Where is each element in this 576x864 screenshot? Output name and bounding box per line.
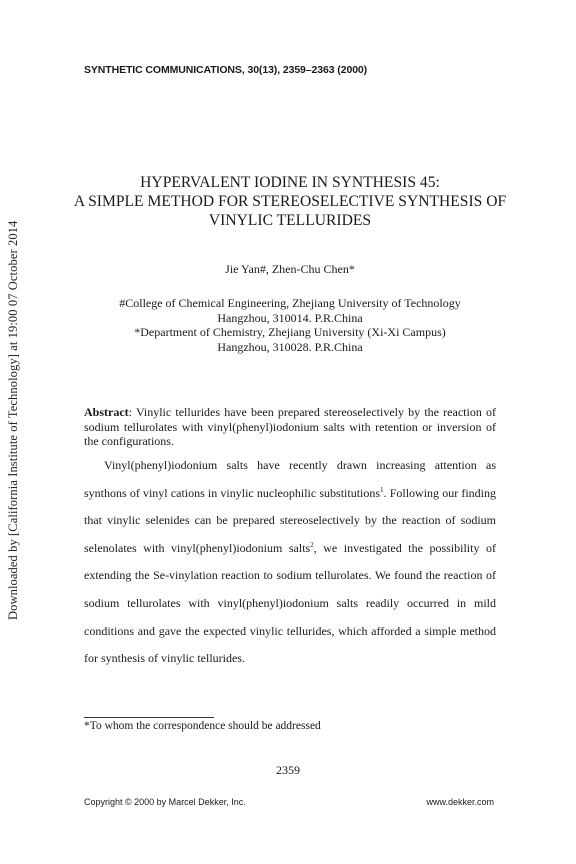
reference-mark: 2 xyxy=(310,540,314,549)
title-line: HYPERVALENT IODINE IN SYNTHESIS 45: xyxy=(140,174,440,191)
footnote-divider xyxy=(84,717,214,718)
affiliation-line: #College of Chemical Engineering, Zhejiang University of Technology xyxy=(119,296,461,310)
affiliation-line: Hangzhou, 310014. P.R.China xyxy=(217,310,363,325)
body-text-segment: . Following our finding that vinylic selenides can be prepared stereoselectively by the reaction of sodium selenolates with vinyl(phenyl)iodonium salts xyxy=(84,485,496,555)
abstract-text: : Vinylic tellurides have been prepared stereoselectively by the reaction of sodium tellurolates with vinyl(phenyl)iodonium salts with retention or inversion of the configurations. xyxy=(84,405,496,448)
reference-mark: 1 xyxy=(380,485,384,494)
copyright-notice: Copyright © 2000 by Marcel Dekker, Inc. xyxy=(84,797,246,807)
footnote: *To whom the correspondence should be addressed xyxy=(84,720,321,732)
affiliation-line: *Department of Chemistry, Zhejiang University (Xi-Xi Campus) xyxy=(134,325,446,339)
abstract-label: Abstract xyxy=(84,405,129,419)
affiliation-line: Hangzhou, 310028. P.R.China xyxy=(217,339,363,354)
title-line: VINYLIC TELLURIDES xyxy=(208,212,372,229)
publisher-website: www.dekker.com xyxy=(426,797,494,807)
body-paragraph xyxy=(84,452,496,673)
paper-title xyxy=(60,173,520,230)
journal-citation: SYNTHETIC COMMUNICATIONS, 30(13), 2359–2363 (2000) xyxy=(84,64,368,76)
page-number: 2359 xyxy=(276,763,300,777)
body-text-segment: , we investigated the possibility of extending the Se-vinylation reaction to sodium tellurolates. We found the reaction of sodium tellurolates with vinyl(phenyl)iodonium salts readily occurred in mild conditions and gave the expected vinylic tellurides, which afforded a simple method for synthesis of vinylic tellurides. xyxy=(84,540,496,666)
affiliations xyxy=(80,296,500,354)
abstract xyxy=(84,405,496,449)
download-watermark: Downloaded by [California Institute of Technology] at 19:00 07 October 2014 xyxy=(6,220,20,620)
body-text-segment: Vinyl(phenyl)iodonium salts have recently drawn increasing attention as synthons of vinyl cations in vinylic nucleophilic substitutions xyxy=(84,458,496,500)
author-list: Jie Yan#, Zhen-Chu Chen* xyxy=(225,262,355,276)
title-line: A SIMPLE METHOD FOR STEREOSELECTIVE SYNTHESIS OF xyxy=(73,193,507,210)
